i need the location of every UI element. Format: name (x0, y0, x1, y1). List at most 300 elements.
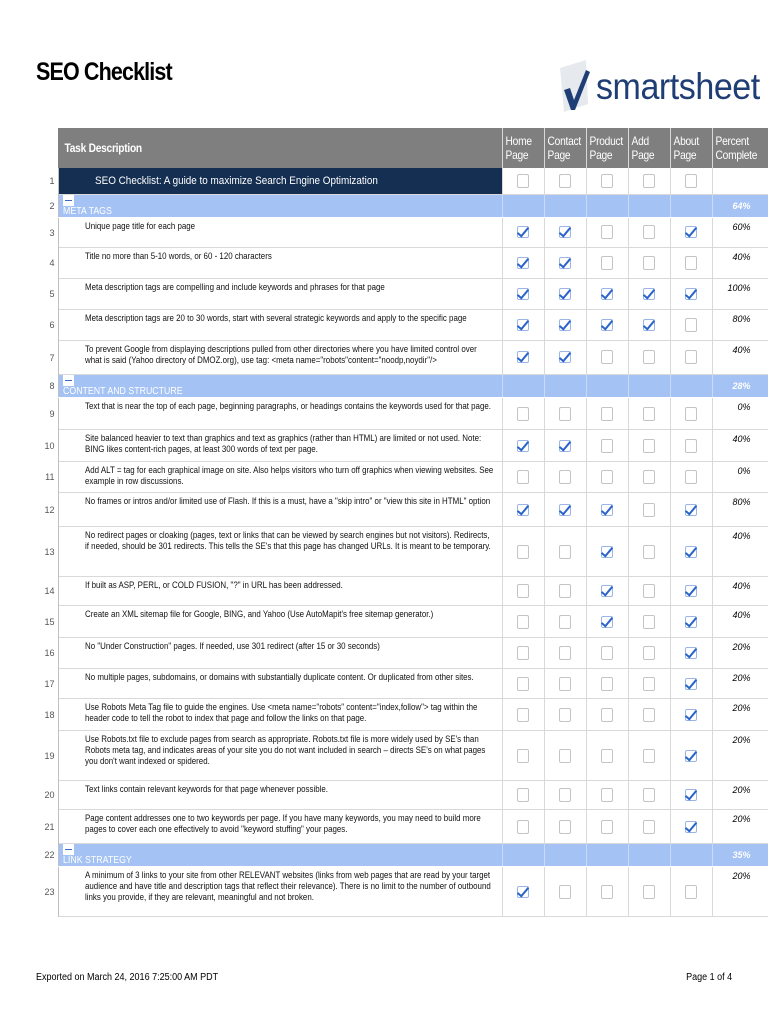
checked-checkbox-icon[interactable] (517, 225, 529, 239)
empty-checkbox-icon[interactable] (643, 615, 655, 629)
cell-about (670, 398, 712, 430)
percent-complete: 28% (712, 375, 768, 398)
checked-checkbox-icon[interactable] (517, 439, 529, 453)
cell-product (586, 195, 628, 218)
cell-about (670, 430, 712, 462)
column-header-percent[interactable]: Percent Complete (712, 128, 768, 168)
row-number: 13 (36, 527, 58, 577)
task-description[interactable] (58, 430, 502, 462)
task-text: Add ALT = tag for each graphical image on site. Also helps visitors who turn off graphics when viewing websites. See example in row discussions. (84, 465, 493, 487)
empty-checkbox-icon[interactable] (601, 256, 613, 270)
column-header-about[interactable]: About Page (670, 128, 712, 168)
cell-about (670, 195, 712, 218)
cell-product (586, 867, 628, 917)
percent-complete: 40% (712, 341, 768, 375)
cell-about (670, 218, 712, 248)
empty-checkbox-icon[interactable] (517, 677, 529, 691)
cell-add (628, 669, 670, 699)
empty-checkbox-icon[interactable] (517, 820, 529, 834)
empty-checkbox-icon[interactable] (559, 174, 571, 188)
cell-contact (544, 218, 586, 248)
checked-checkbox-icon[interactable] (517, 287, 529, 301)
checkmark-logo-icon (556, 54, 596, 120)
checked-checkbox-icon[interactable] (517, 350, 529, 364)
task-text: Text links contain relevant keywords for that page whenever possible. (84, 784, 328, 795)
task-description[interactable] (58, 493, 502, 527)
task-description[interactable] (58, 810, 502, 844)
cell-about (670, 248, 712, 279)
empty-checkbox-icon[interactable] (643, 885, 655, 899)
empty-checkbox-icon[interactable] (643, 788, 655, 802)
checked-checkbox-icon[interactable] (601, 584, 613, 598)
cell-contact (544, 527, 586, 577)
task-description[interactable] (58, 310, 502, 341)
cell-about (670, 527, 712, 577)
cell-contact (544, 462, 586, 493)
empty-checkbox-icon[interactable] (517, 788, 529, 802)
task-description[interactable] (58, 731, 502, 781)
cell-product (586, 699, 628, 731)
empty-checkbox-icon[interactable] (559, 788, 571, 802)
empty-checkbox-icon[interactable] (559, 545, 571, 559)
cell-add (628, 781, 670, 810)
empty-checkbox-icon[interactable] (601, 885, 613, 899)
cell-add (628, 341, 670, 375)
task-text: No redirect pages or cloaking (pages, text or links that can be viewed by search engines but not visitors). Redirects, if needed, should be 301 redirects. This tells the SE's that this page has changed URLs. It is meant to be temporary. (84, 530, 491, 552)
empty-checkbox-icon[interactable] (685, 885, 697, 899)
checklist-body (36, 168, 768, 917)
task-description[interactable] (58, 398, 502, 430)
empty-checkbox-icon[interactable] (559, 708, 571, 722)
checked-checkbox-icon[interactable] (643, 287, 655, 301)
empty-checkbox-icon[interactable] (601, 470, 613, 484)
percent-complete: 20% (712, 699, 768, 731)
empty-checkbox-icon[interactable] (643, 708, 655, 722)
checked-checkbox-icon[interactable] (601, 545, 613, 559)
checked-checkbox-icon[interactable] (559, 318, 571, 332)
checked-checkbox-icon[interactable] (685, 545, 697, 559)
checked-checkbox-icon[interactable] (685, 225, 697, 239)
table-row[interactable] (36, 606, 768, 638)
task-text: LINK STRATEGY (62, 855, 132, 867)
row-number: 1 (36, 168, 58, 195)
task-description[interactable] (58, 341, 502, 375)
row-number: 4 (36, 248, 58, 279)
cell-contact (544, 844, 586, 867)
cell-about (670, 731, 712, 781)
empty-checkbox-icon[interactable] (517, 646, 529, 660)
cell-add (628, 527, 670, 577)
empty-checkbox-icon[interactable] (643, 439, 655, 453)
task-text: Meta description tags are compelling and include keywords and phrases for that page (84, 282, 385, 293)
cell-product (586, 310, 628, 341)
table-row[interactable] (36, 493, 768, 527)
table-row[interactable] (36, 462, 768, 493)
empty-checkbox-icon[interactable] (601, 788, 613, 802)
column-header-product[interactable]: Product Page (586, 128, 628, 168)
table-row[interactable] (36, 638, 768, 669)
cell-about (670, 844, 712, 867)
task-description[interactable] (58, 248, 502, 279)
task-text: Use Robots Meta Tag file to guide the engines. Use <meta name="robots" content="index,follow"> tag within the header code to tell the robot to index that page and follow the links on that page. (84, 702, 477, 724)
empty-checkbox-icon[interactable] (559, 615, 571, 629)
task-description[interactable] (58, 669, 502, 699)
task-description[interactable] (58, 218, 502, 248)
empty-checkbox-icon[interactable] (643, 749, 655, 763)
cell-about (670, 781, 712, 810)
row-number: 9 (36, 398, 58, 430)
row-number-header (36, 128, 58, 168)
cell-about (670, 168, 712, 195)
table-row[interactable] (36, 810, 768, 844)
cell-contact (544, 781, 586, 810)
empty-checkbox-icon[interactable] (643, 174, 655, 188)
table-row[interactable] (36, 781, 768, 810)
checked-checkbox-icon[interactable] (685, 788, 697, 802)
column-header-add[interactable]: Add Page (628, 128, 670, 168)
task-text: A minimum of 3 links to your site from other RELEVANT websites (links from web pages that are read by your target audience and have title and description tags that reflect their relevance). There is no limit to the number of outbound links you provide, if they are relevant, meaningful and not broken. (84, 870, 491, 903)
cell-add (628, 844, 670, 867)
empty-checkbox-icon[interactable] (601, 407, 613, 421)
percent-complete: 20% (712, 638, 768, 669)
cell-product (586, 375, 628, 398)
empty-checkbox-icon[interactable] (559, 885, 571, 899)
smartsheet-logo (556, 54, 760, 120)
empty-checkbox-icon[interactable] (643, 225, 655, 239)
section-label[interactable] (58, 195, 502, 218)
cell-contact (544, 638, 586, 669)
table-row[interactable] (36, 279, 768, 310)
checked-checkbox-icon[interactable] (601, 503, 613, 517)
table-row[interactable] (36, 867, 768, 917)
task-text: Use Robots.txt file to exclude pages from search as appropriate. Robots.txt file is more widely used by SE's than Robots meta tag, and indicates areas of your site you do not want included in search – directs SE's on what pages you don't want indexed or spidered. (84, 734, 485, 767)
task-text: If built as ASP, PERL, or COLD FUSION, "?" in URL has been addressed. (84, 580, 343, 591)
checked-checkbox-icon[interactable] (685, 646, 697, 660)
task-description[interactable] (58, 527, 502, 577)
checked-checkbox-icon[interactable] (685, 287, 697, 301)
cell-contact (544, 669, 586, 699)
empty-checkbox-icon[interactable] (517, 708, 529, 722)
empty-checkbox-icon[interactable] (601, 708, 613, 722)
cell-product (586, 248, 628, 279)
percent-complete: 20% (712, 810, 768, 844)
percent-complete: 40% (712, 527, 768, 577)
checked-checkbox-icon[interactable] (559, 503, 571, 517)
empty-checkbox-icon[interactable] (601, 174, 613, 188)
cell-about (670, 462, 712, 493)
empty-checkbox-icon[interactable] (643, 677, 655, 691)
task-text: Meta description tags are 20 to 30 words, start with several strategic keywords and apply to the specific page (84, 313, 467, 324)
task-description[interactable] (58, 577, 502, 606)
percent-complete: 64% (712, 195, 768, 218)
cell-add (628, 248, 670, 279)
percent-complete: 80% (712, 310, 768, 341)
table-row[interactable] (36, 430, 768, 462)
cell-about (670, 577, 712, 606)
section-row[interactable] (36, 375, 768, 398)
checked-checkbox-icon[interactable] (559, 439, 571, 453)
checked-checkbox-icon[interactable] (685, 584, 697, 598)
task-text: No multiple pages, subdomains, or domains with substantially duplicate content. Or duplicated from other sites. (84, 672, 474, 683)
page-number: Page 1 of 4 (685, 972, 732, 983)
empty-checkbox-icon[interactable] (685, 318, 697, 332)
row-number: 3 (36, 218, 58, 248)
table-row[interactable] (36, 398, 768, 430)
empty-checkbox-icon[interactable] (685, 350, 697, 364)
checked-checkbox-icon[interactable] (517, 885, 529, 899)
empty-checkbox-icon[interactable] (685, 439, 697, 453)
task-text: No "Under Construction" pages. If needed, use 301 redirect (after 15 or 30 seconds) (84, 641, 380, 652)
empty-checkbox-icon[interactable] (559, 584, 571, 598)
row-number: 22 (36, 844, 58, 867)
task-description[interactable] (58, 699, 502, 731)
column-header-contact[interactable]: Contact Page (544, 128, 586, 168)
cell-contact (544, 279, 586, 310)
percent-complete: 40% (712, 577, 768, 606)
table-row[interactable] (36, 577, 768, 606)
table-row[interactable] (36, 699, 768, 731)
cell-add (628, 606, 670, 638)
cell-add (628, 577, 670, 606)
section-label[interactable] (58, 844, 502, 867)
checked-checkbox-icon[interactable] (517, 503, 529, 517)
cell-add (628, 375, 670, 398)
cell-about (670, 279, 712, 310)
empty-checkbox-icon[interactable] (559, 407, 571, 421)
cell-home (502, 375, 544, 398)
empty-checkbox-icon[interactable] (601, 820, 613, 834)
empty-checkbox-icon[interactable] (517, 407, 529, 421)
cell-contact (544, 248, 586, 279)
row-number: 16 (36, 638, 58, 669)
cell-about (670, 310, 712, 341)
empty-checkbox-icon[interactable] (643, 545, 655, 559)
empty-checkbox-icon[interactable] (601, 646, 613, 660)
checked-checkbox-icon[interactable] (685, 820, 697, 834)
empty-checkbox-icon[interactable] (643, 503, 655, 517)
cell-home (502, 195, 544, 218)
empty-checkbox-icon[interactable] (517, 584, 529, 598)
checked-checkbox-icon[interactable] (559, 256, 571, 270)
empty-checkbox-icon[interactable] (601, 225, 613, 239)
cell-product (586, 810, 628, 844)
column-header-task[interactable]: Task Description (58, 128, 502, 168)
percent-complete: 20% (712, 731, 768, 781)
row-number: 14 (36, 577, 58, 606)
cell-product (586, 493, 628, 527)
cell-product (586, 606, 628, 638)
section-row[interactable] (36, 844, 768, 867)
table-row[interactable] (36, 341, 768, 375)
task-text: Title no more than 5-10 words, or 60 - 120 characters (84, 251, 272, 262)
cell-add (628, 731, 670, 781)
empty-checkbox-icon[interactable] (643, 407, 655, 421)
task-text: To prevent Google from displaying descriptions pulled from other directories where you have limited control over what is said (Yahoo directory of DMOZ.org), use tag: <meta name="robots"content="noodp,noydir"/> (84, 344, 477, 366)
cell-product (586, 844, 628, 867)
table-row[interactable] (36, 168, 768, 195)
task-text: Text that is near the top of each page, beginning paragraphs, or headings contains the keywords used for that page. (84, 401, 491, 412)
row-number: 15 (36, 606, 58, 638)
empty-checkbox-icon[interactable] (601, 677, 613, 691)
empty-checkbox-icon[interactable] (559, 646, 571, 660)
column-header-home[interactable]: Home Page (502, 128, 544, 168)
cell-add (628, 398, 670, 430)
section-label[interactable] (58, 375, 502, 398)
row-number: 17 (36, 669, 58, 699)
empty-checkbox-icon[interactable] (601, 749, 613, 763)
checklist-table (36, 128, 768, 917)
percent-complete: 80% (712, 493, 768, 527)
collapse-minus-icon[interactable] (63, 375, 74, 386)
table-row[interactable] (36, 731, 768, 781)
empty-checkbox-icon[interactable] (517, 545, 529, 559)
checked-checkbox-icon[interactable] (601, 318, 613, 332)
cell-add (628, 430, 670, 462)
cell-product (586, 462, 628, 493)
percent-complete: 35% (712, 844, 768, 867)
cell-contact (544, 867, 586, 917)
checked-checkbox-icon[interactable] (685, 615, 697, 629)
empty-checkbox-icon[interactable] (643, 470, 655, 484)
empty-checkbox-icon[interactable] (559, 470, 571, 484)
cell-contact (544, 341, 586, 375)
cell-contact (544, 810, 586, 844)
empty-checkbox-icon[interactable] (685, 174, 697, 188)
logo-wordmark: smartsheet (596, 66, 760, 107)
cell-add (628, 810, 670, 844)
table-row[interactable] (36, 218, 768, 248)
task-text: SEO Checklist: A guide to maximize Search Engine Optimization (94, 174, 378, 187)
checked-checkbox-icon[interactable] (559, 287, 571, 301)
task-description[interactable] (58, 606, 502, 638)
cell-product (586, 638, 628, 669)
checked-checkbox-icon[interactable] (643, 318, 655, 332)
row-number: 7 (36, 341, 58, 375)
empty-checkbox-icon[interactable] (643, 256, 655, 270)
cell-product (586, 669, 628, 699)
checked-checkbox-icon[interactable] (517, 318, 529, 332)
cell-add (628, 493, 670, 527)
cell-contact (544, 731, 586, 781)
percent-complete: 40% (712, 430, 768, 462)
empty-checkbox-icon[interactable] (685, 256, 697, 270)
task-text: META TAGS (62, 206, 112, 218)
cell-add (628, 168, 670, 195)
row-number: 12 (36, 493, 58, 527)
cell-contact (544, 493, 586, 527)
percent-complete: 0% (712, 398, 768, 430)
checked-checkbox-icon[interactable] (601, 615, 613, 629)
cell-product (586, 430, 628, 462)
checked-checkbox-icon[interactable] (559, 225, 571, 239)
row-number: 2 (36, 195, 58, 218)
empty-checkbox-icon[interactable] (643, 646, 655, 660)
cell-add (628, 462, 670, 493)
empty-checkbox-icon[interactable] (517, 749, 529, 763)
page-title: SEO Checklist (36, 58, 172, 86)
checked-checkbox-icon[interactable] (517, 256, 529, 270)
task-text: No frames or intros and/or limited use of Flash. If this is a must, have a "skip intro" or "view this site in HTML" option (84, 496, 490, 507)
percent-complete: 40% (712, 606, 768, 638)
empty-checkbox-icon[interactable] (517, 174, 529, 188)
cell-contact (544, 577, 586, 606)
cell-about (670, 493, 712, 527)
checked-checkbox-icon[interactable] (685, 749, 697, 763)
cell-product (586, 731, 628, 781)
table-row[interactable] (36, 527, 768, 577)
percent-complete: 20% (712, 867, 768, 917)
cell-contact (544, 606, 586, 638)
empty-checkbox-icon[interactable] (643, 820, 655, 834)
task-description[interactable] (58, 867, 502, 917)
percent-complete: 100% (712, 279, 768, 310)
cell-about (670, 867, 712, 917)
task-description[interactable] (58, 638, 502, 669)
task-description[interactable] (58, 781, 502, 810)
empty-checkbox-icon[interactable] (643, 584, 655, 598)
section-row[interactable] (36, 195, 768, 218)
empty-checkbox-icon[interactable] (517, 470, 529, 484)
empty-checkbox-icon[interactable] (685, 407, 697, 421)
table-row[interactable] (36, 248, 768, 279)
empty-checkbox-icon[interactable] (559, 677, 571, 691)
percent-complete: 0% (712, 462, 768, 493)
cell-product (586, 781, 628, 810)
cell-add (628, 638, 670, 669)
empty-checkbox-icon[interactable] (601, 350, 613, 364)
checked-checkbox-icon[interactable] (559, 350, 571, 364)
percent-complete: 40% (712, 248, 768, 279)
row-number: 23 (36, 867, 58, 917)
task-text: Create an XML sitemap file for Google, BING, and Yahoo (Use AutoMapit's free sitemap generator.) (84, 609, 433, 620)
cell-add (628, 195, 670, 218)
cell-about (670, 606, 712, 638)
empty-checkbox-icon[interactable] (685, 470, 697, 484)
task-description[interactable] (58, 462, 502, 493)
empty-checkbox-icon[interactable] (601, 439, 613, 453)
cell-contact (544, 699, 586, 731)
cell-product (586, 577, 628, 606)
empty-checkbox-icon[interactable] (559, 820, 571, 834)
task-description[interactable] (58, 279, 502, 310)
checked-checkbox-icon[interactable] (601, 287, 613, 301)
checked-checkbox-icon[interactable] (685, 708, 697, 722)
percent-complete: 20% (712, 669, 768, 699)
cell-about (670, 810, 712, 844)
cell-add (628, 867, 670, 917)
empty-checkbox-icon[interactable] (517, 615, 529, 629)
export-timestamp: Exported on March 24, 2016 7:25:00 AM PDT (36, 972, 219, 983)
row-number: 18 (36, 699, 58, 731)
empty-checkbox-icon[interactable] (559, 749, 571, 763)
cell-product (586, 527, 628, 577)
table-row[interactable] (36, 310, 768, 341)
row-number: 8 (36, 375, 58, 398)
cell-about (670, 669, 712, 699)
checked-checkbox-icon[interactable] (685, 503, 697, 517)
cell-about (670, 699, 712, 731)
task-text: Site balanced heavier to text than graphics and text as graphics (rather than HTML) are limited or not used. Note: BING likes content-rich pages, at least 300 words of text per page. (84, 433, 481, 455)
empty-checkbox-icon[interactable] (643, 350, 655, 364)
collapse-minus-icon[interactable] (63, 844, 74, 855)
cell-product (586, 279, 628, 310)
collapse-minus-icon[interactable] (63, 195, 74, 206)
table-row[interactable] (36, 669, 768, 699)
row-number: 10 (36, 430, 58, 462)
cell-contact (544, 168, 586, 195)
checked-checkbox-icon[interactable] (685, 677, 697, 691)
task-description[interactable] (58, 168, 502, 195)
